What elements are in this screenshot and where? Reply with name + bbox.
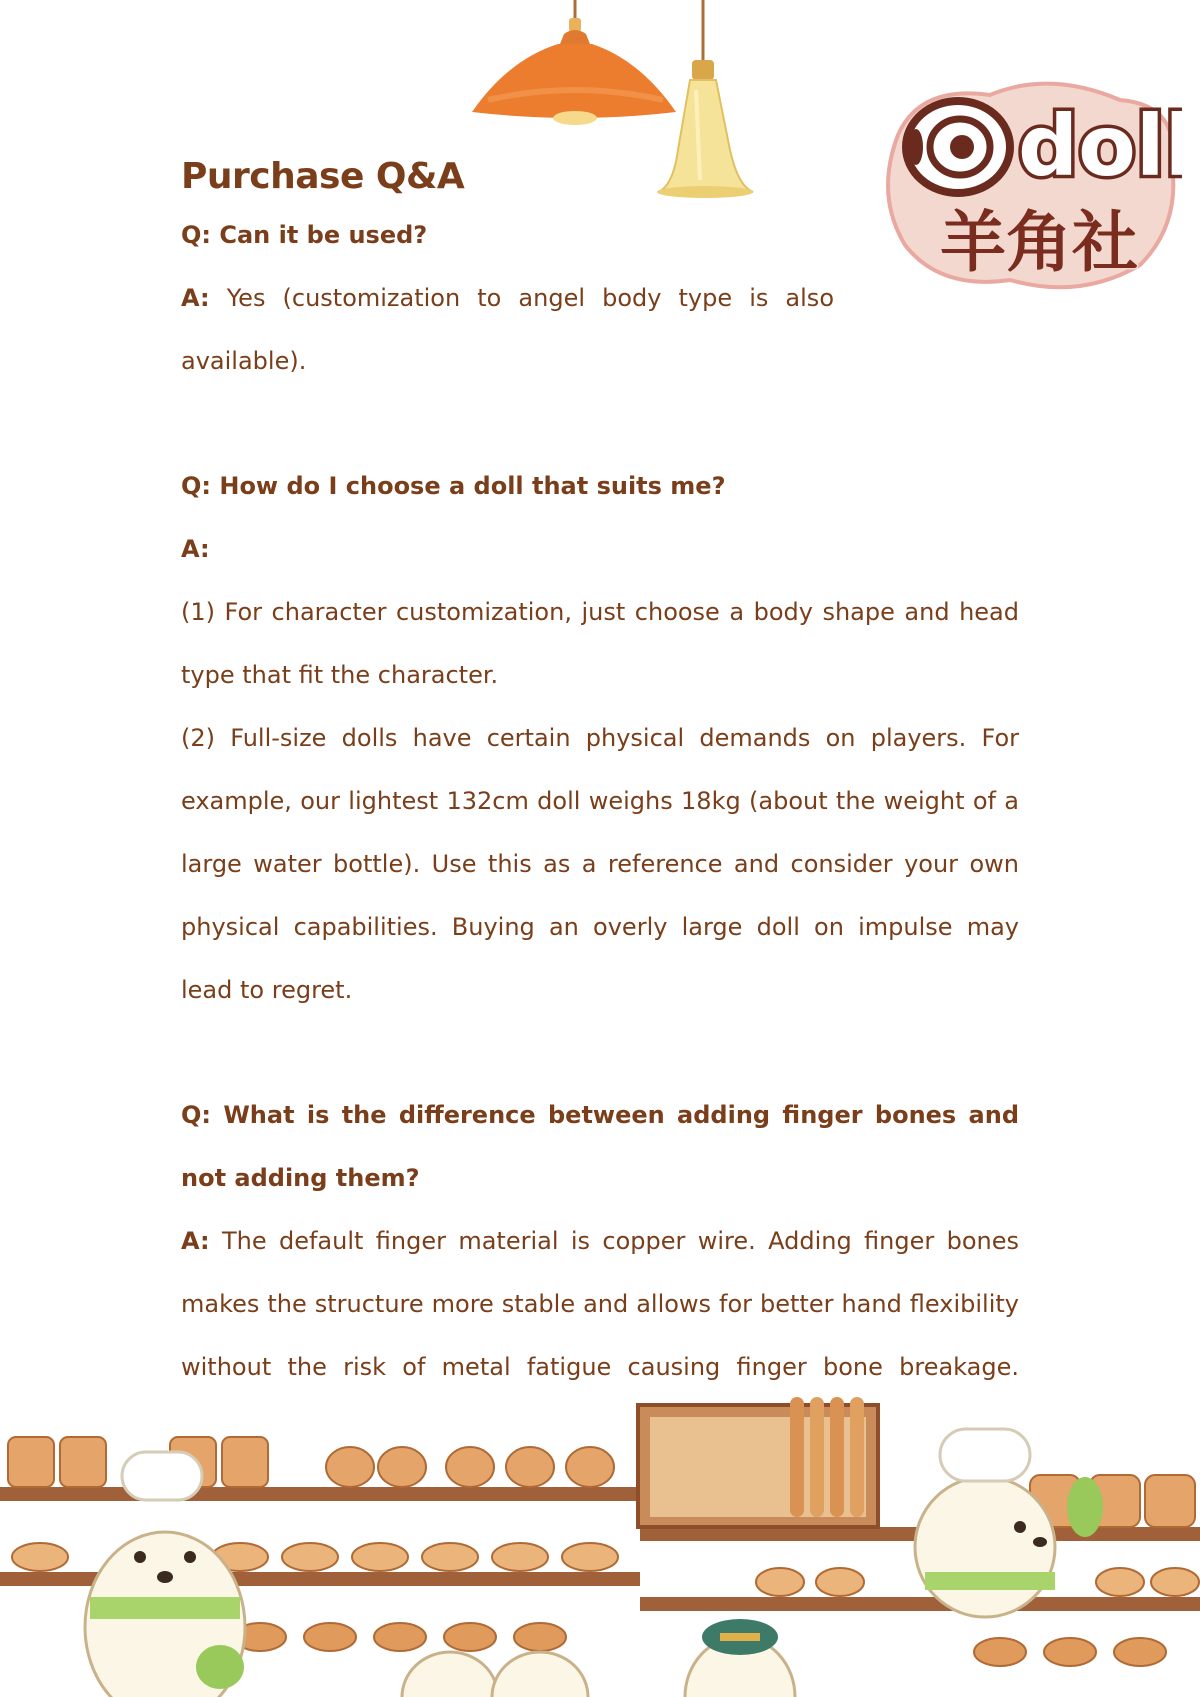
answer-label: A: (181, 535, 210, 563)
bakery-footer-illustration (0, 1397, 1200, 1697)
answer-1-text: Yes (customization to angel body type is also available). (181, 284, 834, 375)
answer-2-item-1: (1) For character customization, just choose a body shape and head type that fit the character. (181, 598, 1019, 689)
question-1: Q: Can it be used? (181, 221, 428, 249)
answer-label: A: (181, 284, 210, 312)
logo-wordmark: doll (1018, 97, 1182, 195)
question-3: Q: What is the difference between adding finger bones and not adding them? (181, 1101, 1019, 1192)
qa-content (181, 150, 1019, 1525)
page-title: Purchase Q&A (181, 156, 465, 197)
logo-cjk-name: 羊角社 (940, 204, 1138, 281)
question-2: Q: How do I choose a doll that suits me? (181, 472, 726, 500)
answer-1 (181, 267, 834, 393)
answer-3-text: The default finger material is copper wire. Adding finger bones makes the structure more stable and allows for better hand flexibility without the risk of metal fatigue causing finger bone breakage. (181, 1227, 1019, 1381)
answer-label: A: (181, 1227, 210, 1255)
answer-2-item-2: (2) Full-size dolls have certain physical demands on players. For example, our lightest 132cm doll weighs 18kg (about the weight of a large water bottle). Use this as a reference and consider your own physical capabilities. Buying an overly large doll on impulse may lead to regret. (181, 724, 1019, 1004)
